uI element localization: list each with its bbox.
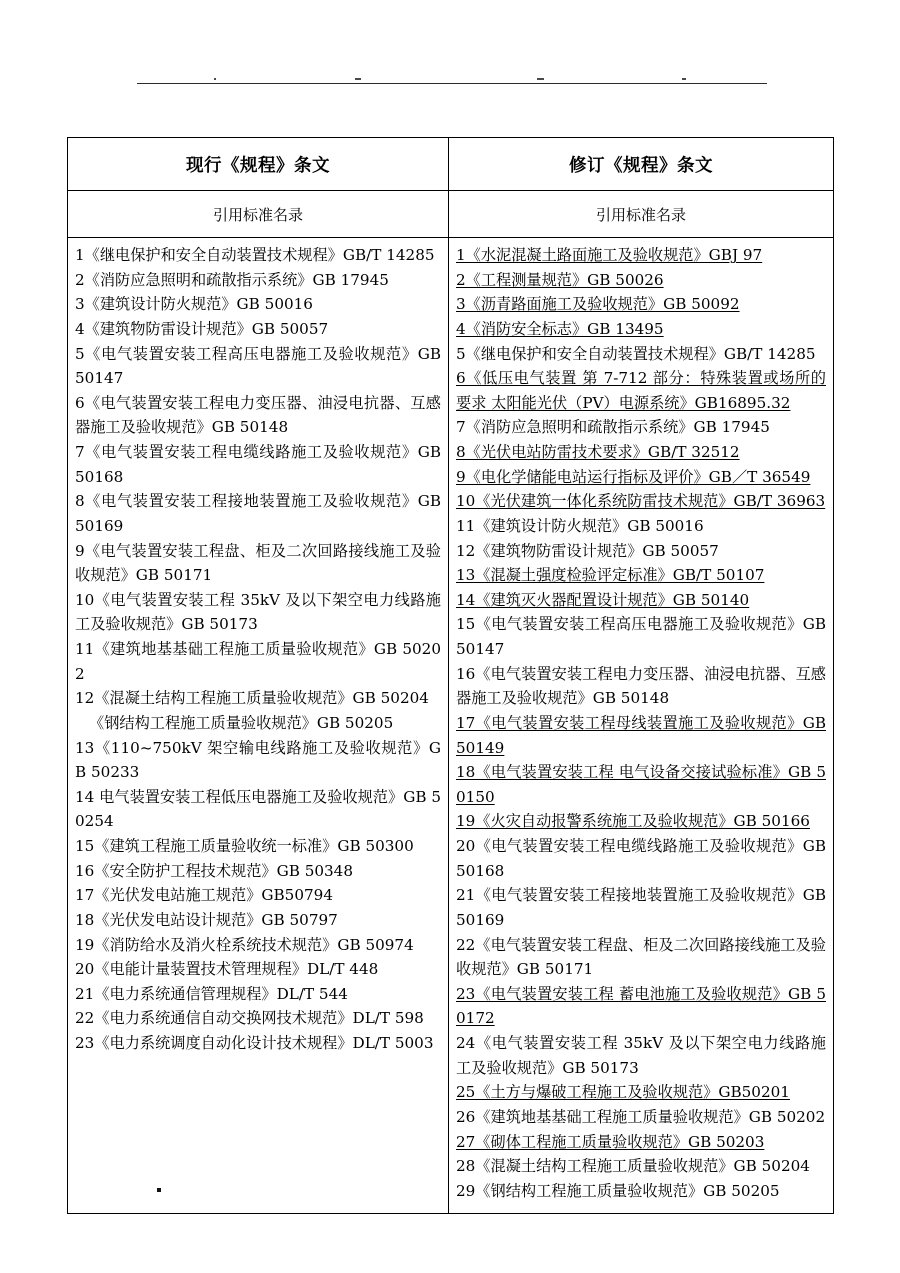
revised-standard-item: 7《消防应急照明和疏散指示系统》GB 17945 xyxy=(456,418,770,437)
revised-standard-item: 24《电气装置安装工程 35kV 及以下架空电力线路施工及验收规范》GB 50173 xyxy=(456,1034,826,1077)
page-bottom-mark xyxy=(157,1188,161,1192)
revised-regulation-title: 修订《规程》条文 xyxy=(569,155,713,176)
current-standard-item: 18《光伏发电站设计规范》GB 50797 xyxy=(75,910,338,929)
current-standard-item: 21《电力系统通信管理规程》DL/T 544 xyxy=(75,984,348,1003)
revised-standard-item: 9《电化学储能电站运行指标及评价》GB／T 36549 xyxy=(456,467,811,486)
revised-standards-cell xyxy=(449,238,834,1214)
revised-standard-item: 26《建筑地基基础工程施工质量验收规范》GB 50202 xyxy=(456,1107,826,1126)
revised-standard-item: 1《水泥混凝土路面施工及验收规范》GBJ 97 xyxy=(456,246,763,264)
header-speck-3 xyxy=(537,78,544,80)
current-standard-item: 11《建筑地基基础工程施工质量验收规范》GB 50202 xyxy=(75,640,441,683)
revised-reference-list-label: 引用标准名录 xyxy=(595,205,686,224)
revised-standard-item: 10《光伏建筑一体化系统防雷技术规范》GB/T 36963 xyxy=(456,492,826,511)
current-reference-list-label: 引用标准名录 xyxy=(212,205,303,224)
revised-standard-item: 11《建筑设计防火规范》GB 50016 xyxy=(456,516,704,535)
revised-standard-item: 27《砌体工程施工质量验收规范》GB 50203 xyxy=(456,1132,765,1151)
current-standard-item: 15《建筑工程施工质量验收统一标准》GB 50300 xyxy=(75,837,414,855)
current-regulation-title: 现行《规程》条文 xyxy=(186,155,330,176)
current-standard-item: 8《电气装置安装工程接地装置施工及验收规范》GB 50169 xyxy=(75,492,441,535)
current-standard-item: 16《安全防护工程技术规范》GB 50348 xyxy=(75,861,354,880)
current-standard-item: 7《电气装置安装工程电缆线路施工及验收规范》GB 50168 xyxy=(75,443,441,486)
current-standards-list xyxy=(75,243,441,1056)
revised-standard-item: 5《继电保护和安全自动装置技术规程》GB/T 14285 xyxy=(456,344,816,363)
revised-standard-item: 3《沥青路面施工及验收规范》GB 50092 xyxy=(456,295,740,314)
current-standard-item: 19《消防给水及消火栓系统技术规范》GB 50974 xyxy=(75,935,414,954)
current-standard-item: 23《电力系统调度自动化设计技术规程》DL/T 5003 xyxy=(75,1034,434,1052)
current-standard-item: 9《电气装置安装工程盘、柜及二次回路接线施工及验收规范》GB 50171 xyxy=(75,541,441,585)
revised-subtitle-cell xyxy=(449,191,834,238)
revised-standard-item: 17《电气装置安装工程母线装置施工及验收规范》GB 50149 xyxy=(456,713,826,757)
table-subheader-row xyxy=(68,191,834,238)
current-standard-item: 《钢结构工程施工质量验收规范》GB 50205 xyxy=(89,713,394,732)
current-standard-item: 22《电力系统通信自动交换网技术规范》DL/T 598 xyxy=(75,1009,424,1028)
table-header-row xyxy=(68,138,834,191)
revised-standard-item: 14《建筑灭火器配置设计规范》GB 50140 xyxy=(456,590,750,609)
current-standard-item: 1《继电保护和安全自动装置技术规程》GB/T 14285 xyxy=(75,246,435,264)
header-speck-1 xyxy=(214,78,216,80)
current-standard-item: 5《电气装置安装工程高压电器施工及验收规范》GB 50147 xyxy=(75,344,441,388)
current-standard-item: 2《消防应急照明和疏散指示系统》GB 17945 xyxy=(75,270,389,289)
revised-standard-item: 12《建筑物防雷设计规范》GB 50057 xyxy=(456,541,719,560)
current-standards-cell xyxy=(68,238,449,1214)
revised-standard-item: 4《消防安全标志》GB 13495 xyxy=(456,319,664,338)
revised-standard-item: 6《低压电气装置 第 7-712 部分：特殊装置或场所的要求 太阳能光伏（PV）电源系统》GB16895.32 xyxy=(456,369,826,412)
header-divider-line xyxy=(137,83,767,85)
revised-standard-item: 28《混凝土结构工程施工质量验收规范》GB 50204 xyxy=(456,1157,810,1176)
current-standard-item: 4《建筑物防雷设计规范》GB 50057 xyxy=(75,319,329,338)
current-standard-item: 6《电气装置安装工程电力变压器、油浸电抗器、互感器施工及验收规范》GB 50148 xyxy=(75,393,441,437)
current-standard-item: 20《电能计量装置技术管理规程》DL/T 448 xyxy=(75,960,379,979)
current-subtitle-cell xyxy=(68,191,449,238)
current-standard-item: 3《建筑设计防火规范》GB 50016 xyxy=(75,295,313,314)
revised-standard-item: 19《火灾自动报警系统施工及验收规范》GB 50166 xyxy=(456,812,810,831)
revised-standard-item: 29《钢结构工程施工质量验收规范》GB 50205 xyxy=(456,1181,780,1200)
revised-standard-item: 16《电气装置安装工程电力变压器、油浸电抗器、互感器施工及验收规范》GB 50148 xyxy=(456,664,826,708)
revised-standard-item: 13《混凝土强度检验评定标准》GB/T 50107 xyxy=(456,566,765,585)
revised-standard-item: 21《电气装置安装工程接地装置施工及验收规范》GB 50169 xyxy=(456,886,826,929)
revised-regulation-header xyxy=(449,138,834,191)
revised-standard-item: 25《土方与爆破工程施工及验收规范》GB50201 xyxy=(456,1083,790,1102)
header-speck-2 xyxy=(355,78,361,80)
revised-standard-item: 22《电气装置安装工程盘、柜及二次回路接线施工及验收规范》GB 50171 xyxy=(456,935,826,979)
revised-standards-list xyxy=(456,243,826,1203)
current-standard-item: 17《光伏发电站施工规范》GB50794 xyxy=(75,886,333,905)
current-standard-item: 12《混凝土结构工程施工质量验收规范》GB 50204 xyxy=(75,689,429,708)
revised-standard-item: 2《工程测量规范》GB 50026 xyxy=(456,270,664,289)
current-standard-item: 10《电气装置安装工程 35kV 及以下架空电力线路施工及验收规范》GB 50173 xyxy=(75,590,441,634)
revised-standard-item: 23《电气装置安装工程 蓄电池施工及验收规范》GB 50172 xyxy=(456,984,826,1028)
revised-standard-item: 18《电气装置安装工程 电气设备交接试验标准》GB 50150 xyxy=(456,763,826,806)
current-standard-item: 13《110~750kV 架空输电线路施工及验收规范》GB 50233 xyxy=(75,738,441,782)
header-speck-4 xyxy=(682,78,686,80)
page-header-rule xyxy=(137,62,767,84)
current-standard-item: 14 电气装置安装工程低压电器施工及验收规范》GB 50254 xyxy=(75,787,441,831)
table-body-row xyxy=(68,238,834,1214)
revised-standard-item: 8《光伏电站防雷技术要求》GB/T 32512 xyxy=(456,443,740,461)
current-regulation-header xyxy=(68,138,449,191)
revised-standard-item: 20《电气装置安装工程电缆线路施工及验收规范》GB 50168 xyxy=(456,837,826,880)
revised-standard-item: 15《电气装置安装工程高压电器施工及验收规范》GB 50147 xyxy=(456,615,826,658)
standards-comparison-table xyxy=(67,137,834,1214)
